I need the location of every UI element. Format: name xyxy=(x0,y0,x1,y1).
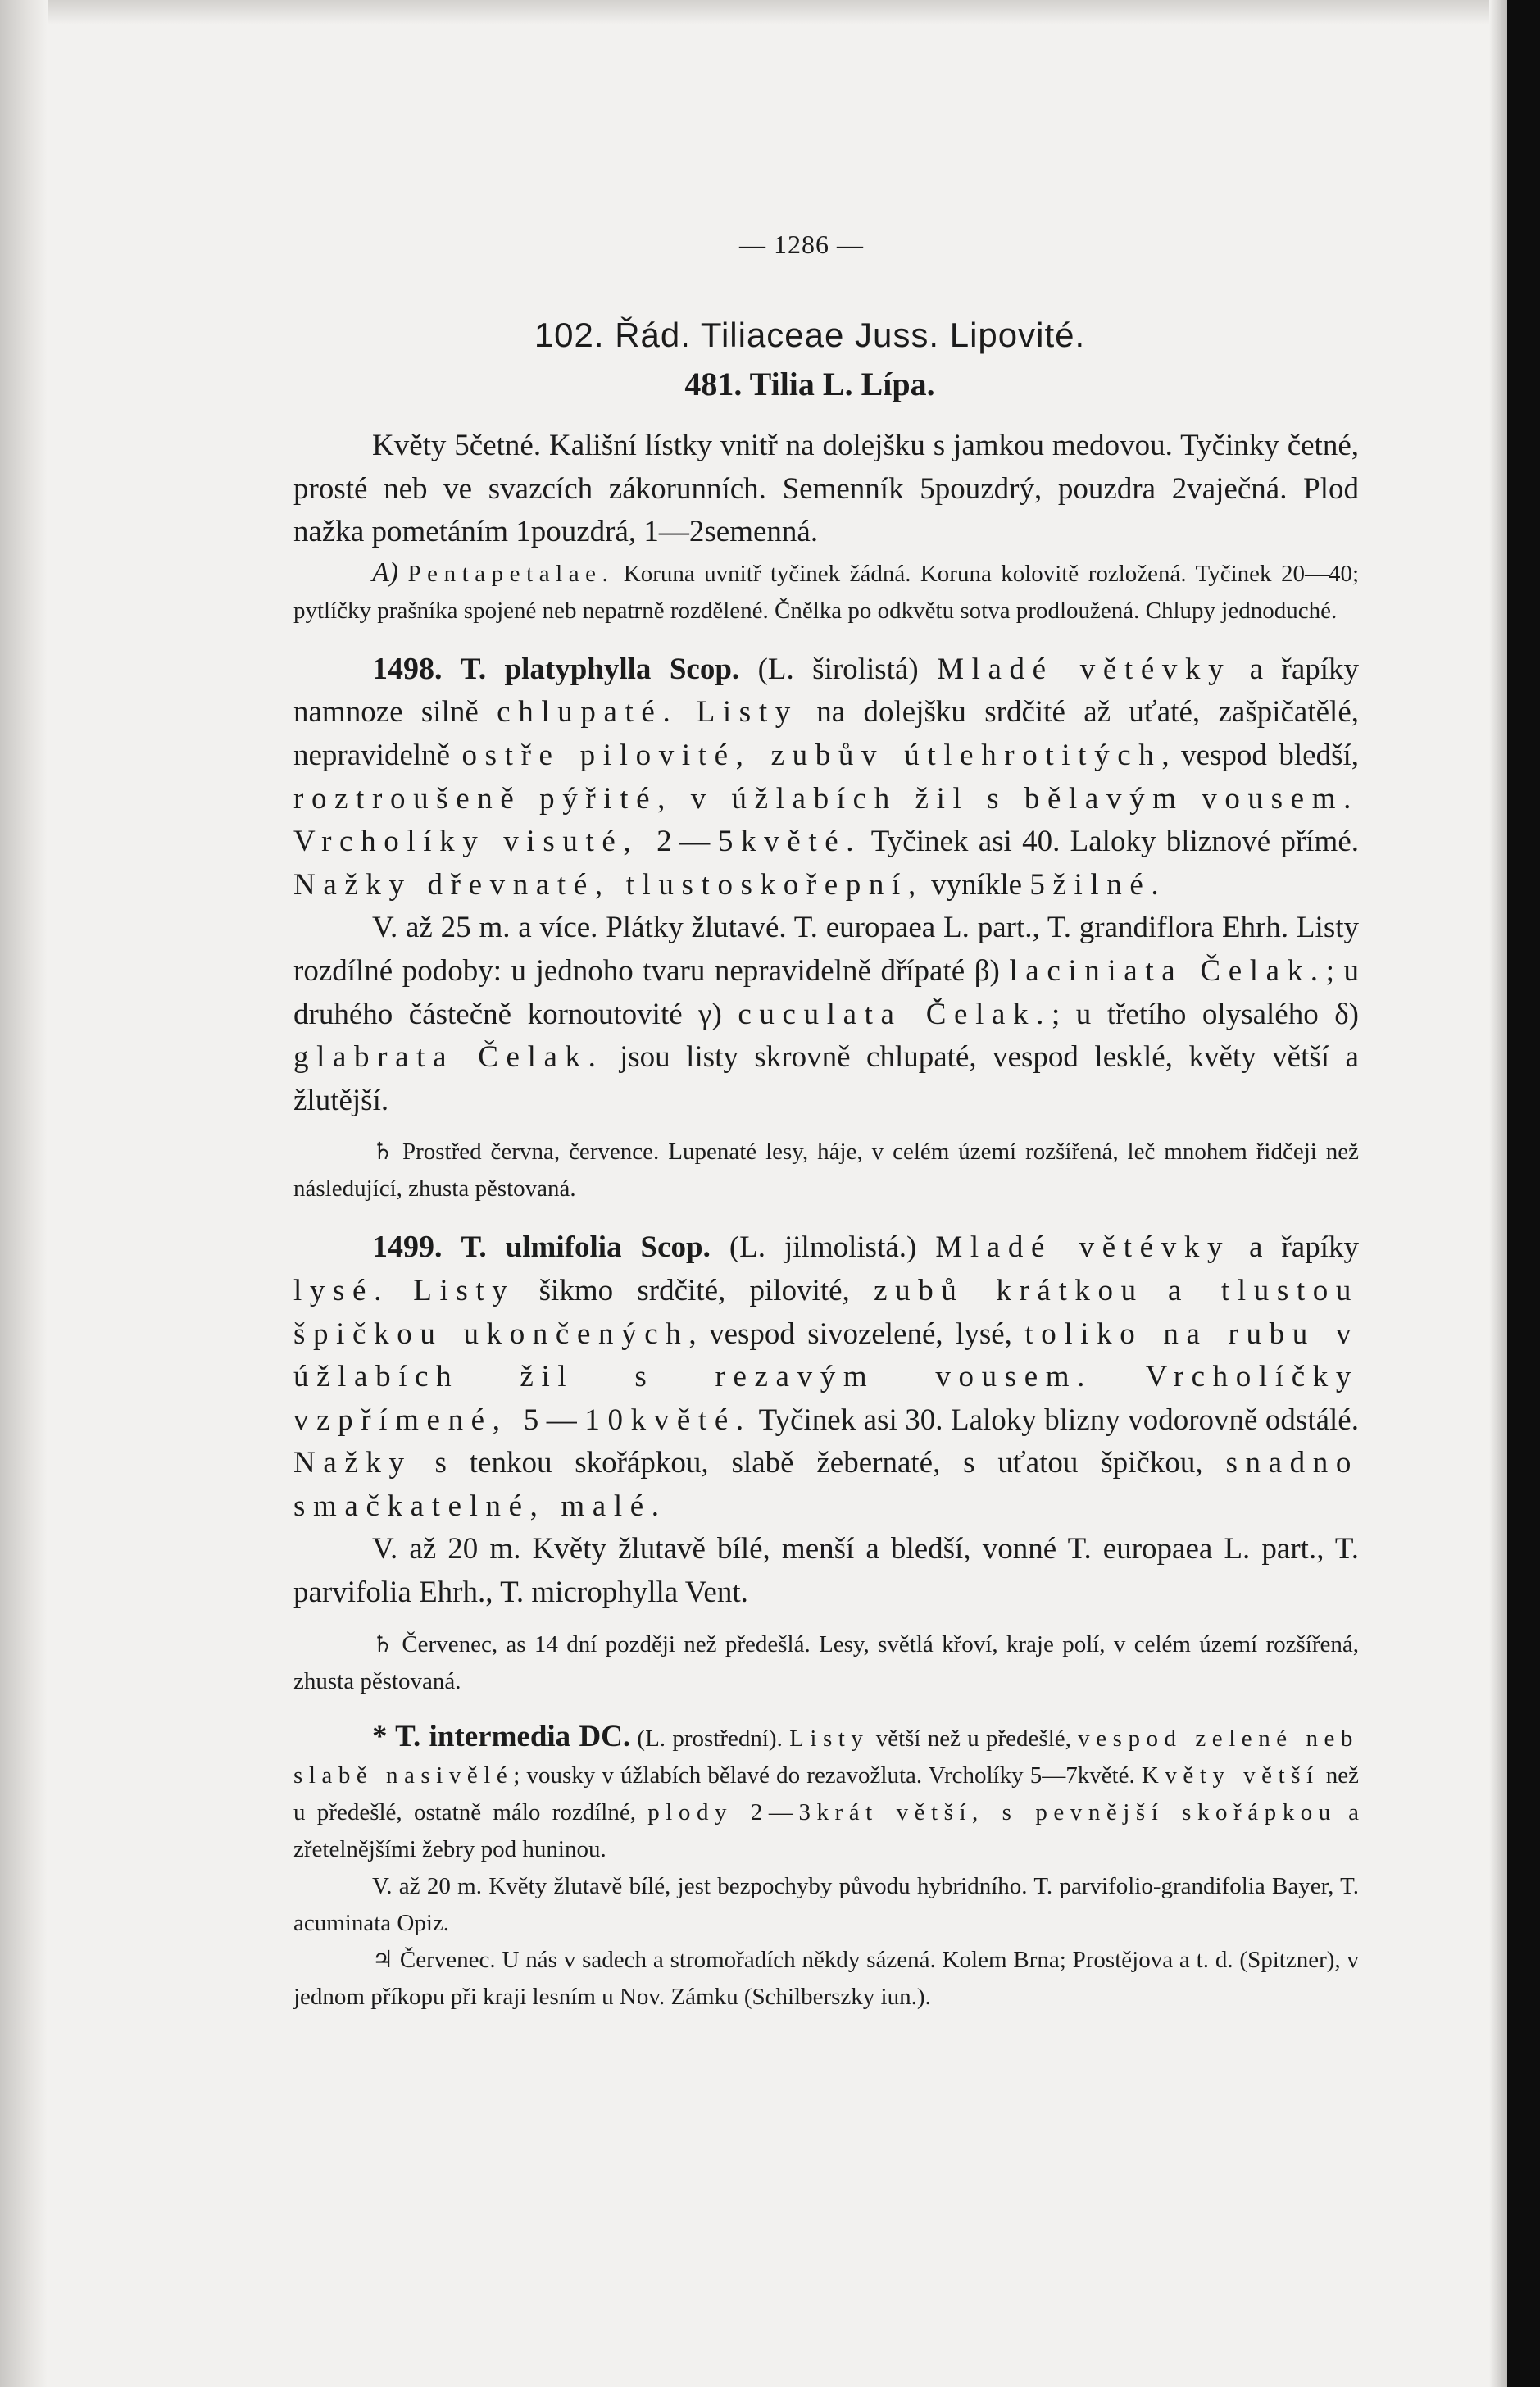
species-1498-number: 1498. xyxy=(372,651,443,686)
section-a-mark: A) xyxy=(372,557,399,588)
scan-shadow-top xyxy=(0,0,1540,25)
intermedia-description: * T. intermedia DC. (L. prostřední). Listy větší než u předešlé, vespod zelené neb slabě nasivělé; vousky v úžlabích bělavé do rezavožluta. Vrcholíky 5—7květé. Květy větší než u předešlé, ostatně málo rozdílné, plody 2—3krát větší, s pevnější skořápkou a zřetelnějšími žebry pod huninou. xyxy=(293,1719,1359,1862)
species-1499-name: T. ulmifolia Scop. xyxy=(461,1230,711,1265)
genus-heading: 481. Tilia L. Lípa. xyxy=(684,366,935,402)
genus-description: Květy 5četné. Kališní lístky vnitř na dolejšku s jamkou medovou. Tyčinky četné, prosté neb ve svazcích zákorunních. Semenník 5pouzdrý, pouzdra 2vaječná. Plod nažka pometáním 1pouzdrá, 1—2semenná. xyxy=(293,429,1359,549)
section-a-description xyxy=(293,554,1359,630)
section-a-name: Pentapetalae. xyxy=(407,560,615,587)
order-heading: 102. Řád. Tiliaceae Juss. Lipovité. xyxy=(534,316,1086,354)
section-a-text: Koruna uvnitř tyčinek žádná. Koruna kolovitě rozložená. Tyčinek 20—40; pytlíčky prašníka spojené neb nepatrně rozdělené. Čnělka po odkvětu sotva prodloužená. Chlupy jednoduché. xyxy=(293,560,1360,624)
species-1499-note: ♄ Červenec, as 14 dní později než předešlá. Lesy, světlá křoví, kraje polí, v celém území rozšířená, zhusta pěstovaná. xyxy=(293,1630,1359,1694)
intermedia-name: * T. intermedia DC. xyxy=(372,1719,631,1753)
species-1498-name: T. platyphylla Scop. xyxy=(460,652,740,686)
species-1499-description: 1499. T. ulmifolia Scop. (L. jilmolistá.) Mladé větévky a řapíky lysé. Listy šikmo srdčité, pilovité, zubů krátkou a tlustou špičkou ukončených, vespod sivozelené, lysé, toliko na rubu v úžlabích žil s rezavým vousem. Vrcholíčky vzpřímené, 5—10květé. Tyčinek asi 30. Laloky blizny vodorovně odstálé. Nažky s tenkou skořápkou, slabě žebernaté, s uťatou špičkou, snadno smačkatelné, malé. xyxy=(293,1230,1360,1523)
species-1499-variants: V. až 20 m. Květy žlutavě bílé, menší a bledší, vonné T. europaea L. part., T. parvifolia Ehrh., T. microphylla Vent. xyxy=(293,1532,1359,1610)
scan-border-right xyxy=(1507,0,1540,2387)
species-1498-description: 1498. T. platyphylla Scop. (L. širolistá) Mladé větévky a řapíky namnoze silně chlupaté. Listy na dolejšku srdčité až uťaté, zašpičatělé, nepravidelně ostře pilovité, zubův útlehrotitých, vespod bledší, roztroušeně pýřité, v úžlabích žil s bělavým vousem. Vrcholíky visuté, 2—5květé. Tyčinek asi 40. Laloky bliznové přímé. Nažky dřevnaté, tlustoskořepní, vyníkle 5žilné. xyxy=(293,651,1360,902)
page-number: — 1286 — xyxy=(739,230,864,259)
intermedia-variants: V. až 20 m. Květy žlutavě bílé, jest bezpochyby původu hybridního. T. parvifolio-grandifolia Bayer, T. acuminata Opiz. xyxy=(293,1872,1359,1936)
species-1499-number: 1499. xyxy=(372,1230,443,1265)
intermedia-note: ♃ Červenec. U nás v sadech a stromořadích někdy sázená. Kolem Brna; Prostějova a t. d. (Spitzner), v jednom příkopu při kraji lesním u Nov. Zámku (Schilberszky iun.). xyxy=(293,1946,1359,2010)
scan-shadow-left xyxy=(0,0,48,2387)
species-1498-note: ♄ Prostřed června, července. Lupenaté lesy, háje, v celém území rozšířená, leč mnohem řidčeji než následující, zhusta pěstovaná. xyxy=(293,1139,1359,1203)
book-page xyxy=(293,230,1359,2016)
species-1498-variants: V. až 25 m. a více. Plátky žlutavé. T. europaea L. part., T. grandiflora Ehrh. Listy rozdílné podoby: u jednoho tvaru nepravidelně dřípaté β) laciniata Čelak.; u druhého částečně kornoutovité γ) cuculata Čelak.; u třetího olysalého δ) glabrata Čelak. jsou listy skrovně chlupaté, vespod lesklé, květy větší a žlutější. xyxy=(293,911,1359,1117)
